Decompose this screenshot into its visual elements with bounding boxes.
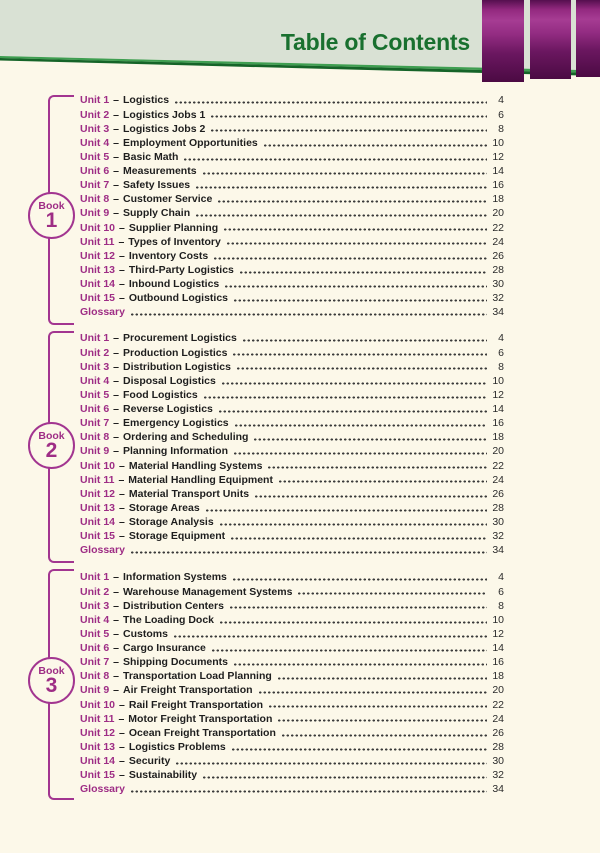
unit-label: Unit 8 bbox=[80, 431, 110, 444]
unit-title: Reverse Logistics bbox=[123, 403, 213, 416]
dash-separator: – bbox=[119, 487, 125, 500]
page-number: 30 bbox=[492, 278, 504, 291]
unit-title: Inbound Logistics bbox=[128, 278, 220, 291]
toc-entry bbox=[80, 164, 504, 178]
toc-entry bbox=[80, 444, 504, 458]
unit-label: Unit 3 bbox=[80, 122, 110, 135]
toc-entry bbox=[80, 726, 504, 740]
dash-separator: – bbox=[119, 459, 125, 472]
dash-separator: – bbox=[113, 403, 120, 416]
page-number: 28 bbox=[492, 740, 504, 753]
dot-leader-icon bbox=[213, 249, 487, 263]
book-badge-number: 3 bbox=[45, 673, 58, 697]
toc-entry bbox=[80, 683, 504, 697]
toc-entry bbox=[80, 388, 504, 402]
unit-title: Distribution Centers bbox=[123, 599, 224, 612]
dash-separator: – bbox=[113, 627, 120, 640]
dot-leader-icon bbox=[183, 150, 487, 164]
unit-label: Unit 1 bbox=[80, 332, 110, 345]
toc-entry bbox=[80, 529, 504, 543]
toc-entry bbox=[80, 221, 504, 235]
dot-leader-icon bbox=[281, 726, 487, 740]
book-badge bbox=[28, 192, 75, 239]
dot-leader-icon bbox=[202, 164, 487, 178]
unit-title: Inventory Costs bbox=[128, 249, 209, 262]
toc-entry bbox=[80, 613, 504, 627]
unit-title: Security bbox=[128, 755, 171, 768]
toc-entry bbox=[80, 178, 504, 192]
toc-entry bbox=[80, 305, 504, 319]
unit-label: Unit 9 bbox=[80, 207, 110, 220]
dot-leader-icon bbox=[174, 93, 487, 107]
dash-separator: – bbox=[113, 193, 120, 206]
toc-rows bbox=[80, 93, 504, 319]
unit-label: Unit 9 bbox=[80, 445, 110, 458]
dash-separator: – bbox=[113, 94, 120, 107]
toc-entry bbox=[80, 108, 504, 122]
toc-entry bbox=[80, 782, 504, 796]
dash-separator: – bbox=[119, 726, 125, 739]
dash-separator: – bbox=[113, 642, 120, 655]
dash-separator: – bbox=[113, 346, 120, 359]
page-number: 22 bbox=[492, 459, 504, 472]
dash-separator: – bbox=[113, 207, 120, 220]
unit-title: Measurements bbox=[123, 165, 197, 178]
page-number: 14 bbox=[492, 403, 504, 416]
unit-title: Customer Service bbox=[123, 193, 213, 206]
unit-label: Unit 10 bbox=[80, 459, 116, 472]
dash-separator: – bbox=[113, 571, 120, 584]
page-number: 26 bbox=[492, 249, 504, 262]
toc-entry bbox=[80, 655, 504, 669]
page-number: 20 bbox=[492, 207, 504, 220]
toc-entry bbox=[80, 740, 504, 754]
dash-separator: – bbox=[119, 292, 125, 305]
page-number: 10 bbox=[492, 374, 504, 387]
dot-leader-icon bbox=[175, 754, 487, 768]
unit-title: Cargo Insurance bbox=[123, 642, 206, 655]
page-number: 6 bbox=[498, 346, 504, 359]
dot-leader-icon bbox=[239, 263, 487, 277]
dash-separator: – bbox=[119, 769, 125, 782]
dot-leader-icon bbox=[202, 768, 487, 782]
unit-title: Disposal Logistics bbox=[123, 374, 216, 387]
unit-label: Unit 15 bbox=[80, 292, 116, 305]
dash-separator: – bbox=[113, 179, 120, 192]
unit-label: Unit 4 bbox=[80, 613, 110, 626]
toc-entry bbox=[80, 122, 504, 136]
unit-title: The Loading Dock bbox=[123, 613, 215, 626]
unit-title: Safety Issues bbox=[123, 179, 191, 192]
unit-label: Unit 5 bbox=[80, 388, 110, 401]
page-number: 22 bbox=[492, 221, 504, 234]
dot-leader-icon bbox=[173, 627, 487, 641]
page-number: 24 bbox=[492, 712, 504, 725]
dot-leader-icon bbox=[233, 444, 487, 458]
toc-entry bbox=[80, 150, 504, 164]
toc-entry bbox=[80, 754, 504, 768]
unit-title: Sustainability bbox=[128, 769, 198, 782]
unit-label: Unit 1 bbox=[80, 571, 110, 584]
toc-entry bbox=[80, 136, 504, 150]
unit-title: Rail Freight Transportation bbox=[128, 698, 264, 711]
page-number: 24 bbox=[492, 235, 504, 248]
unit-label: Unit 2 bbox=[80, 585, 110, 598]
unit-label: Unit 1 bbox=[80, 94, 110, 107]
unit-label: Unit 6 bbox=[80, 642, 110, 655]
dot-leader-icon bbox=[234, 416, 487, 430]
toc-entry bbox=[80, 374, 504, 388]
dot-leader-icon bbox=[277, 669, 487, 683]
unit-label: Glossary bbox=[80, 783, 125, 796]
unit-title: Logistics Problems bbox=[128, 740, 226, 753]
toc-entry bbox=[80, 599, 504, 613]
toc-entry bbox=[80, 235, 504, 249]
dot-leader-icon bbox=[268, 698, 487, 712]
unit-title: Supplier Planning bbox=[128, 221, 219, 234]
dash-separator: – bbox=[119, 516, 125, 529]
unit-title: Logistics Jobs 1 bbox=[123, 108, 206, 121]
unit-label: Unit 12 bbox=[80, 726, 116, 739]
unit-label: Unit 8 bbox=[80, 193, 110, 206]
dot-leader-icon bbox=[195, 206, 487, 220]
unit-title: Food Logistics bbox=[123, 388, 198, 401]
toc-entry bbox=[80, 192, 504, 206]
toc-entry bbox=[80, 473, 504, 487]
dash-separator: – bbox=[119, 501, 125, 514]
page-number: 12 bbox=[492, 388, 504, 401]
unit-label: Glossary bbox=[80, 306, 125, 319]
toc-entry bbox=[80, 515, 504, 529]
dot-leader-icon bbox=[203, 388, 487, 402]
page-number: 4 bbox=[498, 94, 504, 107]
dash-separator: – bbox=[113, 332, 120, 345]
toc-rows bbox=[80, 570, 504, 796]
page-number: 14 bbox=[492, 642, 504, 655]
dot-leader-icon bbox=[223, 221, 487, 235]
unit-title: Air Freight Transportation bbox=[123, 684, 253, 697]
page-number: 28 bbox=[492, 263, 504, 276]
dash-separator: – bbox=[119, 755, 125, 768]
unit-label: Unit 13 bbox=[80, 501, 116, 514]
unit-title: Storage Areas bbox=[128, 501, 200, 514]
page-number: 16 bbox=[492, 656, 504, 669]
toc-entry bbox=[80, 487, 504, 501]
page-number: 26 bbox=[492, 487, 504, 500]
unit-title: Material Handling Systems bbox=[128, 459, 263, 472]
unit-title: Procurement Logistics bbox=[123, 332, 237, 345]
unit-title: Information Systems bbox=[123, 571, 227, 584]
unit-label: Unit 6 bbox=[80, 403, 110, 416]
unit-title: Customs bbox=[123, 627, 168, 640]
toc-entry bbox=[80, 249, 504, 263]
toc-entry bbox=[80, 641, 504, 655]
dot-leader-icon bbox=[205, 501, 487, 515]
toc-entry bbox=[80, 206, 504, 220]
dash-separator: – bbox=[113, 656, 120, 669]
unit-title: Storage Equipment bbox=[128, 530, 226, 543]
dot-leader-icon bbox=[232, 346, 487, 360]
dot-leader-icon bbox=[211, 641, 487, 655]
dot-leader-icon bbox=[221, 374, 487, 388]
page-number: 26 bbox=[492, 726, 504, 739]
book-badge-label: Book bbox=[38, 199, 65, 212]
unit-title: Warehouse Management Systems bbox=[123, 585, 293, 598]
page-number: 18 bbox=[492, 431, 504, 444]
dot-leader-icon bbox=[217, 192, 487, 206]
dash-separator: – bbox=[119, 263, 125, 276]
dash-separator: – bbox=[113, 374, 120, 387]
page-number: 18 bbox=[492, 193, 504, 206]
page-number: 8 bbox=[498, 360, 504, 373]
dot-leader-icon bbox=[236, 360, 487, 374]
dash-separator: – bbox=[119, 698, 125, 711]
page-number: 14 bbox=[492, 165, 504, 178]
dash-separator: – bbox=[118, 712, 125, 725]
unit-label: Unit 15 bbox=[80, 530, 116, 543]
page-number: 12 bbox=[492, 627, 504, 640]
page-number: 34 bbox=[492, 783, 504, 796]
page-number: 4 bbox=[498, 332, 504, 345]
dot-leader-icon bbox=[224, 277, 487, 291]
toc-entry bbox=[80, 698, 504, 712]
unit-label: Unit 4 bbox=[80, 136, 110, 149]
unit-title: Production Logistics bbox=[123, 346, 228, 359]
dash-separator: – bbox=[113, 122, 120, 135]
unit-label: Unit 3 bbox=[80, 599, 110, 612]
unit-label: Unit 6 bbox=[80, 165, 110, 178]
page-number: 6 bbox=[498, 585, 504, 598]
page-title: Table of Contents bbox=[280, 29, 470, 55]
toc-entry bbox=[80, 402, 504, 416]
page-number: 10 bbox=[492, 136, 504, 149]
dash-separator: – bbox=[113, 585, 120, 598]
page-number: 20 bbox=[492, 445, 504, 458]
unit-label: Unit 9 bbox=[80, 684, 110, 697]
toc-entry bbox=[80, 93, 504, 107]
book-badge bbox=[28, 422, 75, 469]
dot-leader-icon bbox=[230, 529, 487, 543]
unit-title: Outbound Logistics bbox=[128, 292, 229, 305]
unit-title: Transportation Load Planning bbox=[123, 670, 272, 683]
page-number: 18 bbox=[492, 670, 504, 683]
dot-leader-icon bbox=[210, 108, 487, 122]
dash-separator: – bbox=[113, 417, 120, 430]
dot-leader-icon bbox=[219, 515, 487, 529]
page-number: 34 bbox=[492, 306, 504, 319]
dot-leader-icon bbox=[278, 473, 487, 487]
page-number: 32 bbox=[492, 530, 504, 543]
dash-separator: – bbox=[113, 613, 120, 626]
toc-entry bbox=[80, 570, 504, 584]
dot-leader-icon bbox=[130, 543, 487, 557]
unit-label: Unit 7 bbox=[80, 417, 110, 430]
unit-label: Unit 11 bbox=[80, 712, 115, 725]
unit-title: Emergency Logistics bbox=[123, 417, 229, 430]
dot-leader-icon bbox=[226, 235, 487, 249]
unit-title: Ocean Freight Transportation bbox=[128, 726, 276, 739]
dash-separator: – bbox=[118, 473, 125, 486]
unit-label: Unit 15 bbox=[80, 769, 116, 782]
page-number: 12 bbox=[492, 150, 504, 163]
unit-title: Storage Analysis bbox=[128, 516, 214, 529]
toc-entry bbox=[80, 585, 504, 599]
unit-label: Glossary bbox=[80, 544, 125, 557]
page-number: 20 bbox=[492, 684, 504, 697]
book-badge-number: 2 bbox=[45, 438, 58, 462]
page-number: 32 bbox=[492, 769, 504, 782]
page-number: 32 bbox=[492, 292, 504, 305]
dash-separator: – bbox=[119, 249, 125, 262]
dash-separator: – bbox=[113, 108, 120, 121]
page-number: 6 bbox=[498, 108, 504, 121]
unit-title: Material Transport Units bbox=[128, 487, 250, 500]
toc-entry bbox=[80, 627, 504, 641]
page-number: 24 bbox=[492, 473, 504, 486]
book-badge-number: 1 bbox=[45, 208, 58, 232]
dot-leader-icon bbox=[218, 402, 487, 416]
page-number: 28 bbox=[492, 501, 504, 514]
unit-title: Motor Freight Transportation bbox=[128, 712, 273, 725]
toc-rows bbox=[80, 331, 504, 557]
unit-label: Unit 14 bbox=[80, 278, 116, 291]
unit-label: Unit 14 bbox=[80, 516, 116, 529]
page-number: 10 bbox=[492, 613, 504, 626]
toc-entry bbox=[80, 416, 504, 430]
dash-separator: – bbox=[113, 684, 120, 697]
toc-entry bbox=[80, 331, 504, 345]
dash-separator: – bbox=[113, 431, 120, 444]
dot-leader-icon bbox=[233, 655, 487, 669]
unit-label: Unit 2 bbox=[80, 108, 110, 121]
dot-leader-icon bbox=[242, 331, 487, 345]
dot-leader-icon bbox=[277, 712, 487, 726]
dash-separator: – bbox=[113, 360, 120, 373]
unit-title: Logistics bbox=[123, 94, 170, 107]
toc-entry bbox=[80, 712, 504, 726]
dash-separator: – bbox=[119, 278, 125, 291]
page-number: 16 bbox=[492, 417, 504, 430]
unit-label: Unit 12 bbox=[80, 487, 116, 500]
unit-label: Unit 14 bbox=[80, 755, 116, 768]
toc-entry bbox=[80, 543, 504, 557]
unit-label: Unit 13 bbox=[80, 740, 116, 753]
page-number: 8 bbox=[498, 599, 504, 612]
dash-separator: – bbox=[118, 235, 125, 248]
dot-leader-icon bbox=[233, 291, 487, 305]
dot-leader-icon bbox=[263, 136, 487, 150]
unit-title: Types of Inventory bbox=[128, 235, 221, 248]
dot-leader-icon bbox=[253, 430, 487, 444]
dash-separator: – bbox=[113, 136, 120, 149]
dash-separator: – bbox=[113, 670, 120, 683]
dash-separator: – bbox=[113, 150, 120, 163]
dot-leader-icon bbox=[195, 178, 487, 192]
dot-leader-icon bbox=[231, 740, 487, 754]
unit-label: Unit 5 bbox=[80, 150, 110, 163]
book-badge-label: Book bbox=[38, 429, 65, 442]
page-number: 22 bbox=[492, 698, 504, 711]
book-badge bbox=[28, 657, 75, 704]
dot-leader-icon bbox=[254, 487, 487, 501]
toc-entry bbox=[80, 768, 504, 782]
unit-title: Ordering and Scheduling bbox=[123, 431, 249, 444]
unit-title: Employment Opportunities bbox=[123, 136, 258, 149]
dot-leader-icon bbox=[130, 305, 487, 319]
unit-title: Material Handling Equipment bbox=[128, 473, 273, 486]
toc-entry bbox=[80, 501, 504, 515]
toc-entry bbox=[80, 459, 504, 473]
unit-title: Logistics Jobs 2 bbox=[123, 122, 206, 135]
unit-label: Unit 10 bbox=[80, 221, 116, 234]
toc-entry bbox=[80, 291, 504, 305]
toc-entry bbox=[80, 346, 504, 360]
unit-label: Unit 2 bbox=[80, 346, 110, 359]
unit-label: Unit 11 bbox=[80, 473, 115, 486]
unit-title: Third-Party Logistics bbox=[128, 263, 234, 276]
unit-label: Unit 3 bbox=[80, 360, 110, 373]
unit-title: Basic Math bbox=[123, 150, 179, 163]
unit-title: Distribution Logistics bbox=[123, 360, 231, 373]
page-number: 30 bbox=[492, 516, 504, 529]
dash-separator: – bbox=[119, 221, 125, 234]
dash-separator: – bbox=[119, 530, 125, 543]
dot-leader-icon bbox=[229, 599, 487, 613]
dot-leader-icon bbox=[130, 782, 487, 796]
unit-label: Unit 5 bbox=[80, 627, 110, 640]
unit-label: Unit 8 bbox=[80, 670, 110, 683]
unit-title: Shipping Documents bbox=[123, 656, 229, 669]
dot-leader-icon bbox=[219, 613, 487, 627]
unit-label: Unit 11 bbox=[80, 235, 115, 248]
dash-separator: – bbox=[113, 445, 120, 458]
toc-entry bbox=[80, 263, 504, 277]
unit-title: Supply Chain bbox=[123, 207, 191, 220]
dot-leader-icon bbox=[258, 683, 487, 697]
unit-label: Unit 7 bbox=[80, 179, 110, 192]
toc-entry bbox=[80, 360, 504, 374]
dash-separator: – bbox=[119, 740, 125, 753]
page-number: 8 bbox=[498, 122, 504, 135]
toc-entry bbox=[80, 669, 504, 683]
page-number: 30 bbox=[492, 755, 504, 768]
dot-leader-icon bbox=[210, 122, 487, 136]
toc-entry bbox=[80, 277, 504, 291]
unit-label: Unit 12 bbox=[80, 249, 116, 262]
unit-label: Unit 10 bbox=[80, 698, 116, 711]
dash-separator: – bbox=[113, 165, 120, 178]
page-number: 16 bbox=[492, 179, 504, 192]
unit-title: Planning Information bbox=[123, 445, 229, 458]
unit-label: Unit 13 bbox=[80, 263, 116, 276]
dot-leader-icon bbox=[267, 459, 487, 473]
dot-leader-icon bbox=[297, 585, 487, 599]
dash-separator: – bbox=[113, 388, 120, 401]
unit-label: Unit 4 bbox=[80, 374, 110, 387]
page-number: 4 bbox=[498, 571, 504, 584]
toc-entry bbox=[80, 430, 504, 444]
dot-leader-icon bbox=[232, 570, 487, 584]
book-badge-label: Book bbox=[38, 664, 65, 677]
unit-label: Unit 7 bbox=[80, 656, 110, 669]
dash-separator: – bbox=[113, 599, 120, 612]
page-number: 34 bbox=[492, 544, 504, 557]
